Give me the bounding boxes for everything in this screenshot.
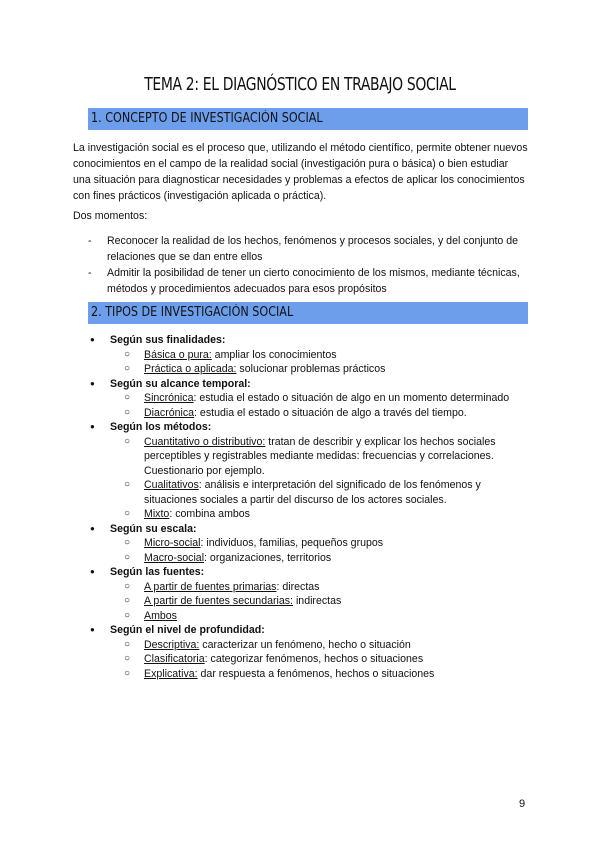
type-item xyxy=(110,667,528,682)
type-item xyxy=(110,609,528,624)
type-item-desc: : directas xyxy=(276,580,320,593)
type-item-term: Macro-social xyxy=(144,551,205,564)
list-item: - Reconocer la realidad de los hechos, fenómenos y procesos sociales, y del conjunto de relaciones que se dan entre ellos xyxy=(88,233,528,265)
type-item-term: A partir de fuentes secundarias: xyxy=(144,595,293,607)
type-item-term: Diacrónica xyxy=(144,406,195,419)
type-item-term: A partir de fuentes primarias xyxy=(144,580,277,593)
type-item xyxy=(110,478,528,507)
type-item-desc: : análisis e interpretación del significado de los fenómenos y situaciones sociales a partir del discurso de los actores sociales. xyxy=(144,479,481,506)
type-group-label: Según el nivel de profundidad: xyxy=(110,624,265,636)
type-item xyxy=(110,594,528,609)
type-group-label: Según su escala: xyxy=(110,522,197,535)
type-item xyxy=(110,348,528,363)
type-item-desc: : organizaciones, territorios xyxy=(204,551,332,564)
type-item xyxy=(110,580,528,595)
type-group xyxy=(88,420,528,522)
moments-label: Dos momentos: xyxy=(73,210,148,222)
section-heading-text: 2. TIPOS DE INVESTIGACIÓN SOCIAL xyxy=(91,305,294,320)
section-heading-tipos xyxy=(88,302,528,324)
type-group xyxy=(88,333,528,377)
type-item xyxy=(110,638,528,653)
type-item xyxy=(110,435,528,479)
type-item xyxy=(110,536,528,551)
type-item-term: Ambos xyxy=(144,609,177,622)
type-item-desc: : categorizar fenómenos, hechos o situaciones xyxy=(204,653,424,665)
type-item-term: Mixto xyxy=(144,508,170,520)
type-item-term: Básica o pura: xyxy=(144,348,212,361)
section-heading-text: 1. CONCEPTO DE INVESTIGACIÓN SOCIAL xyxy=(91,111,323,126)
type-item-desc: caracterizar un fenómeno, hecho o situación xyxy=(199,638,411,651)
type-sublist xyxy=(110,435,528,522)
type-sublist xyxy=(110,536,528,565)
type-item-term: Cuantitativo o distributivo: xyxy=(144,435,266,448)
type-item-term: Micro-social xyxy=(144,537,201,549)
list-item: - Admitir la posibilidad de tener un cierto conocimiento de los mismos, mediante técnicas, métodos y procedimientos adecuados para esos propósitos xyxy=(88,265,528,297)
type-item-desc: : estudia el estado o situación de algo en un momento determinado xyxy=(193,392,510,404)
type-item xyxy=(110,391,528,406)
page-title: TEMA 2: EL DIAGNÓSTICO EN TRABAJO SOCIAL xyxy=(144,74,456,95)
page-number: 9 xyxy=(519,798,526,810)
type-item-desc: : individuos, familias, pequeños grupos xyxy=(200,537,384,549)
type-item-term: Descriptiva: xyxy=(144,638,200,651)
section-heading-concepto xyxy=(88,108,528,130)
type-group-label: Según sus finalidades: xyxy=(110,334,226,346)
type-item-desc: : estudia el estado o situación de algo a través del tiempo. xyxy=(194,406,467,419)
moments-list xyxy=(88,233,528,297)
type-item-desc: : combina ambos xyxy=(169,508,250,520)
type-item-desc: indirectas xyxy=(293,595,342,607)
type-item xyxy=(110,362,528,377)
type-item-desc: ampliar los conocimientos xyxy=(211,348,337,361)
type-item-desc: solucionar problemas prácticos xyxy=(236,363,386,375)
type-group xyxy=(88,522,528,566)
type-item xyxy=(110,507,528,522)
type-item-desc: tratan de describir y explicar los hechos sociales perceptibles y registrables mediante medidas: frecuencias y correlaciones. Cuestionario por ejemplo. xyxy=(144,435,496,477)
concept-paragraph: La investigación social es el proceso que, utilizando el método científico, permite obtener nuevos conocimientos en el campo de la realidad social (investigación pura o básica) o bien estudiar una situación para diagnosticar necesidades y problemas a efectos de aplicar los conocimientos con fines prácticos (investigación aplicada o práctica). xyxy=(73,142,528,202)
type-item xyxy=(110,406,528,421)
types-list xyxy=(88,333,528,681)
type-group xyxy=(88,623,528,681)
type-group xyxy=(88,377,528,421)
type-group-label: Según las fuentes: xyxy=(110,566,205,578)
type-item-term: Práctica o aplicada: xyxy=(144,363,237,375)
type-item xyxy=(110,551,528,566)
type-item-term: Clasificatoria xyxy=(144,653,205,665)
type-group-label: Según su alcance temporal: xyxy=(110,377,251,390)
type-item-term: Sincrónica xyxy=(144,392,194,404)
type-sublist xyxy=(110,391,528,420)
type-sublist xyxy=(110,580,528,624)
type-sublist xyxy=(110,638,528,682)
type-group xyxy=(88,565,528,623)
type-item xyxy=(110,652,528,667)
type-sublist xyxy=(110,348,528,377)
type-item-desc: dar respuesta a fenómenos, hechos o situaciones xyxy=(197,667,435,680)
type-item-term: Cualitativos xyxy=(144,479,199,491)
type-group-label: Según los métodos: xyxy=(110,421,212,433)
type-item-term: Explicativa: xyxy=(144,667,198,680)
